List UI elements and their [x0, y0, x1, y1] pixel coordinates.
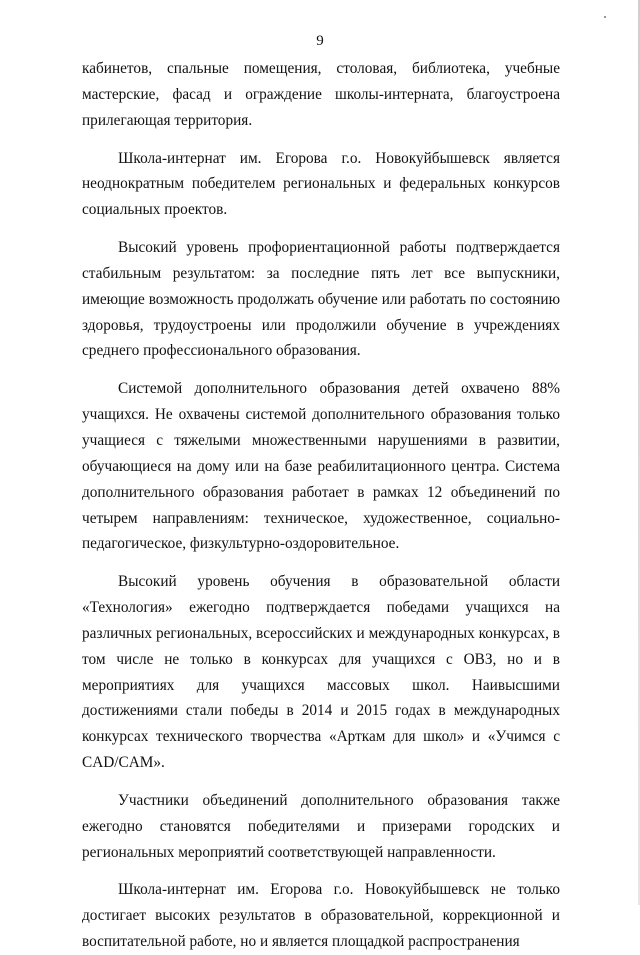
page-number: 9 [316, 33, 324, 49]
scan-mark [604, 16, 606, 18]
paragraph-awards: Школа-интернат им. Егорова г.о. Новокуйбышевск является неоднократным победителем региональных и федеральных конкурсов социальных проектов. [82, 149, 560, 219]
paragraph-school-platform: Школа-интернат им. Егорова г.о. Новокуйбышевск не только достигает высоких результатов в образовательной, коррекционной и воспитательной работе, но и является площадкой распространения [82, 881, 560, 951]
paragraph-participants: Участники объединений дополнительного образования также ежегодно становятся победителями и призерами городских и региональных мероприятий соответствующей направленности. [82, 791, 560, 861]
paragraph-career-guidance: Высокий уровень профориентационной работы подтверждается стабильным результатом: за последние пять лет все выпускники, имеющие возможность продолжать обучение или работать по состоянию здоровья, трудоустроены или продолжили обучение в учреждениях среднего профессионального образования. [82, 239, 560, 360]
paragraph-additional-education: Системой дополнительного образования детей охвачено 88% учащихся. Не охвачены системой дополнительного образования только учащиеся с тяжелыми множественными нарушениями в развитии, обучающиеся на дому или на базе реабилитационного центра. Система дополнительного образования работает в рамках 12 объединений по четырем направлениям: техническое, художественное, социально-педагогическое, физкультурно-оздоровительное. [82, 380, 560, 553]
document-body [82, 56, 560, 955]
paragraph-technology-education: Высокий уровень обучения в образовательной области «Технология» ежегодно подтверждается победами учащихся на различных региональных, всероссийских и международных конкурсах, в том числе не только в конкурсах для учащихся с ОВЗ, но и в мероприятиях для учащихся массовых школ. Наивысшими достижениями стали победы в 2014 и 2015 годах в международных конкурсах технического творчества «Арткам для школ» и «Учимся с CAD/CAM». [82, 573, 560, 772]
paragraph-continued: кабинетов, спальные помещения, столовая, библиотека, учебные мастерские, фасад и ограждение школы-интерната, благоустроена прилегающая территория. [82, 60, 560, 129]
